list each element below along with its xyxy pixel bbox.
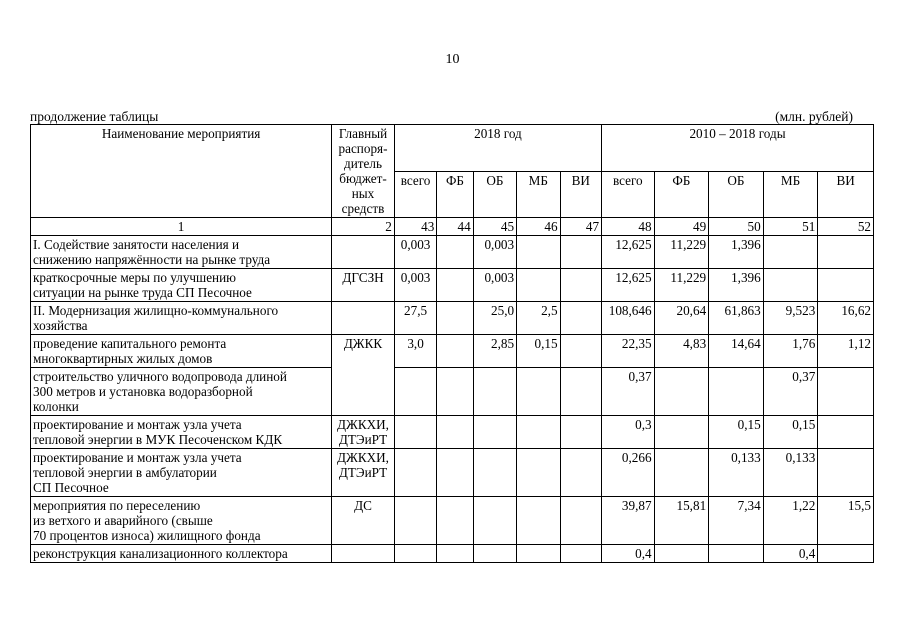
value-cell xyxy=(560,416,601,449)
header-sub: МБ xyxy=(763,171,818,218)
value-cell xyxy=(437,416,473,449)
row-name-cell xyxy=(31,302,332,335)
value-cell xyxy=(517,449,560,497)
table-continuation-caption: продолжение таблицы xyxy=(30,109,159,124)
header-row-groups xyxy=(31,125,874,172)
value-cell: 11,229 xyxy=(654,269,709,302)
value-cell xyxy=(654,545,709,563)
row-name-line: проведение капитального ремонта xyxy=(33,336,227,351)
value-cell: 1,396 xyxy=(709,269,764,302)
value-cell xyxy=(818,236,874,269)
value-cell: 39,87 xyxy=(602,497,655,545)
row-name-line: хозяйства xyxy=(33,318,88,333)
table-row xyxy=(31,368,874,416)
value-cell: 108,646 xyxy=(602,302,655,335)
header-manager-line: дитель xyxy=(344,156,382,171)
value-cell: 0,003 xyxy=(473,236,516,269)
header-manager-line: распоря- xyxy=(338,141,388,156)
column-number: 46 xyxy=(517,218,560,236)
value-cell xyxy=(818,449,874,497)
value-cell xyxy=(394,368,436,416)
value-cell: 2,5 xyxy=(517,302,560,335)
table-row xyxy=(31,416,874,449)
value-cell xyxy=(560,302,601,335)
value-cell xyxy=(473,449,516,497)
row-name-line: 70 процентов износа) жилищного фонда xyxy=(33,528,261,543)
table-row xyxy=(31,497,874,545)
header-manager-line: Главный xyxy=(338,126,388,141)
value-cell xyxy=(560,335,601,368)
header-sub: МБ xyxy=(517,171,560,218)
row-name-line: тепловой энергии в МУК Песоченском КДК xyxy=(33,432,283,447)
row-name-cell xyxy=(31,236,332,269)
row-name-line: проектирование и монтаж узла учета xyxy=(33,417,242,432)
value-cell: 22,35 xyxy=(602,335,655,368)
value-cell: 12,625 xyxy=(602,236,655,269)
row-manager-cell xyxy=(332,545,395,563)
row-manager-cell xyxy=(332,497,395,545)
value-cell xyxy=(709,545,764,563)
header-name: Наименование мероприятия xyxy=(31,125,332,218)
row-manager-cell xyxy=(332,236,395,269)
column-number: 1 xyxy=(31,218,332,236)
value-cell xyxy=(437,449,473,497)
value-cell: 15,5 xyxy=(818,497,874,545)
row-name-line: снижению напряжённости на рынке труда xyxy=(33,252,271,267)
value-cell: 0,4 xyxy=(602,545,655,563)
value-cell xyxy=(560,497,601,545)
value-cell xyxy=(560,269,601,302)
column-number: 47 xyxy=(560,218,601,236)
value-cell xyxy=(517,545,560,563)
value-cell: 14,64 xyxy=(709,335,764,368)
value-cell xyxy=(654,416,709,449)
header-sub: всего xyxy=(602,171,655,218)
table-body xyxy=(31,236,874,563)
header-sub: ВИ xyxy=(560,171,601,218)
row-name-line: реконструкция канализационного коллектора xyxy=(33,546,288,561)
column-number: 43 xyxy=(394,218,436,236)
header-sub: ФБ xyxy=(654,171,709,218)
row-name-cell xyxy=(31,269,332,302)
column-number: 2 xyxy=(332,218,395,236)
row-name-line: СП Песочное xyxy=(33,480,109,495)
row-name-cell xyxy=(31,497,332,545)
value-cell xyxy=(437,269,473,302)
value-cell xyxy=(473,545,516,563)
value-cell: 20,64 xyxy=(654,302,709,335)
row-manager-line: ДЖКХИ, xyxy=(337,450,389,465)
row-manager-cell xyxy=(332,416,395,449)
value-cell xyxy=(437,497,473,545)
value-cell: 27,5 xyxy=(394,302,436,335)
header-manager xyxy=(332,125,395,218)
row-manager-line: ДГСЗН xyxy=(342,270,384,285)
page-number: 10 xyxy=(445,52,460,67)
value-cell xyxy=(437,302,473,335)
value-cell xyxy=(517,416,560,449)
row-manager-cell xyxy=(332,368,395,416)
value-cell: 7,34 xyxy=(709,497,764,545)
row-name-line: из ветхого и аварийного (свыше xyxy=(33,513,213,528)
value-cell: 15,81 xyxy=(654,497,709,545)
value-cell xyxy=(473,416,516,449)
table-row xyxy=(31,545,874,563)
value-cell xyxy=(473,368,516,416)
row-name-line: проектирование и монтаж узла учета xyxy=(33,450,242,465)
value-cell: 0,3 xyxy=(602,416,655,449)
value-cell xyxy=(394,416,436,449)
value-cell xyxy=(818,545,874,563)
value-cell: 0,37 xyxy=(602,368,655,416)
value-cell xyxy=(709,368,764,416)
value-cell xyxy=(437,545,473,563)
value-cell: 16,62 xyxy=(818,302,874,335)
row-name-line: краткосрочные меры по улучшению xyxy=(33,270,237,285)
column-number: 52 xyxy=(818,218,874,236)
row-name-line: I. Содействие занятости населения и xyxy=(33,237,240,252)
value-cell: 0,37 xyxy=(763,368,818,416)
value-cell: 1,12 xyxy=(818,335,874,368)
row-name-line: колонки xyxy=(33,399,79,414)
value-cell: 61,863 xyxy=(709,302,764,335)
value-cell: 25,0 xyxy=(473,302,516,335)
header-row-numbers xyxy=(31,218,874,236)
column-number: 51 xyxy=(763,218,818,236)
value-cell: 3,0 xyxy=(394,335,436,368)
row-manager-line: ДЖКК xyxy=(343,336,383,351)
header-sub: всего xyxy=(394,171,436,218)
value-cell xyxy=(818,416,874,449)
value-cell xyxy=(560,545,601,563)
row-manager-line: ДС xyxy=(354,498,372,513)
value-cell: 0,133 xyxy=(763,449,818,497)
value-cell: 0,15 xyxy=(709,416,764,449)
row-manager-cell xyxy=(332,269,395,302)
row-manager-line: ДТЭиРТ xyxy=(338,465,388,480)
value-cell xyxy=(560,368,601,416)
header-manager-line: средств xyxy=(341,201,385,216)
value-cell xyxy=(654,368,709,416)
units-caption: (млн. рублей) xyxy=(775,109,853,124)
value-cell: 0,003 xyxy=(394,269,436,302)
row-name-line: мероприятия по переселению xyxy=(33,498,201,513)
row-name-cell xyxy=(31,335,332,368)
row-name-cell xyxy=(31,368,332,416)
header-manager-line: бюджет- xyxy=(339,171,387,186)
table-row xyxy=(31,302,874,335)
value-cell xyxy=(437,368,473,416)
table-row xyxy=(31,449,874,497)
row-name-cell xyxy=(31,449,332,497)
header-sub: ФБ xyxy=(437,171,473,218)
value-cell: 0,4 xyxy=(763,545,818,563)
value-cell: 0,133 xyxy=(709,449,764,497)
value-cell: 1,396 xyxy=(709,236,764,269)
budget-table xyxy=(30,124,874,563)
row-name-line: тепловой энергии в амбулатории xyxy=(33,465,217,480)
value-cell: 2,85 xyxy=(473,335,516,368)
row-manager-line: ДЖКХИ, xyxy=(337,417,389,432)
value-cell: 1,76 xyxy=(763,335,818,368)
row-name-line: II. Модернизация жилищно-коммунального xyxy=(33,303,279,318)
value-cell: 0,15 xyxy=(517,335,560,368)
value-cell: 12,625 xyxy=(602,269,655,302)
header-sub: ОБ xyxy=(709,171,764,218)
value-cell xyxy=(394,449,436,497)
header-group-total: 2010 – 2018 годы xyxy=(602,125,874,172)
value-cell: 0,15 xyxy=(763,416,818,449)
value-cell xyxy=(473,497,516,545)
table-row xyxy=(31,269,874,302)
value-cell: 0,266 xyxy=(602,449,655,497)
table-header xyxy=(31,125,874,236)
value-cell xyxy=(394,497,436,545)
value-cell xyxy=(517,368,560,416)
row-name-line: 300 метров и установка водоразборной xyxy=(33,384,253,399)
value-cell xyxy=(437,236,473,269)
header-sub: ОБ xyxy=(473,171,516,218)
value-cell: 0,003 xyxy=(394,236,436,269)
column-number: 44 xyxy=(437,218,473,236)
value-cell xyxy=(763,236,818,269)
value-cell xyxy=(818,368,874,416)
value-cell xyxy=(560,449,601,497)
value-cell: 11,229 xyxy=(654,236,709,269)
value-cell xyxy=(394,545,436,563)
table-row xyxy=(31,236,874,269)
row-name-line: ситуации на рынке труда СП Песочное xyxy=(33,285,252,300)
value-cell: 9,523 xyxy=(763,302,818,335)
column-number: 48 xyxy=(602,218,655,236)
value-cell xyxy=(763,269,818,302)
value-cell xyxy=(560,236,601,269)
column-number: 49 xyxy=(654,218,709,236)
value-cell xyxy=(654,449,709,497)
column-number: 50 xyxy=(709,218,764,236)
value-cell xyxy=(818,269,874,302)
value-cell: 1,22 xyxy=(763,497,818,545)
header-sub: ВИ xyxy=(818,171,874,218)
column-number: 45 xyxy=(473,218,516,236)
header-manager-line: ных xyxy=(351,186,375,201)
row-manager-line: ДТЭиРТ xyxy=(338,432,388,447)
header-group-2018: 2018 год xyxy=(394,125,601,172)
value-cell xyxy=(517,269,560,302)
value-cell: 0,003 xyxy=(473,269,516,302)
value-cell: 4,83 xyxy=(654,335,709,368)
value-cell xyxy=(517,497,560,545)
row-manager-cell xyxy=(332,335,395,368)
row-name-line: многоквартирных жилых домов xyxy=(33,351,213,366)
row-manager-cell xyxy=(332,302,395,335)
table-row xyxy=(31,335,874,368)
row-name-cell xyxy=(31,416,332,449)
row-name-cell xyxy=(31,545,332,563)
row-manager-cell xyxy=(332,449,395,497)
row-name-line: строительство уличного водопровода длиной xyxy=(33,369,287,384)
value-cell xyxy=(437,335,473,368)
value-cell xyxy=(517,236,560,269)
